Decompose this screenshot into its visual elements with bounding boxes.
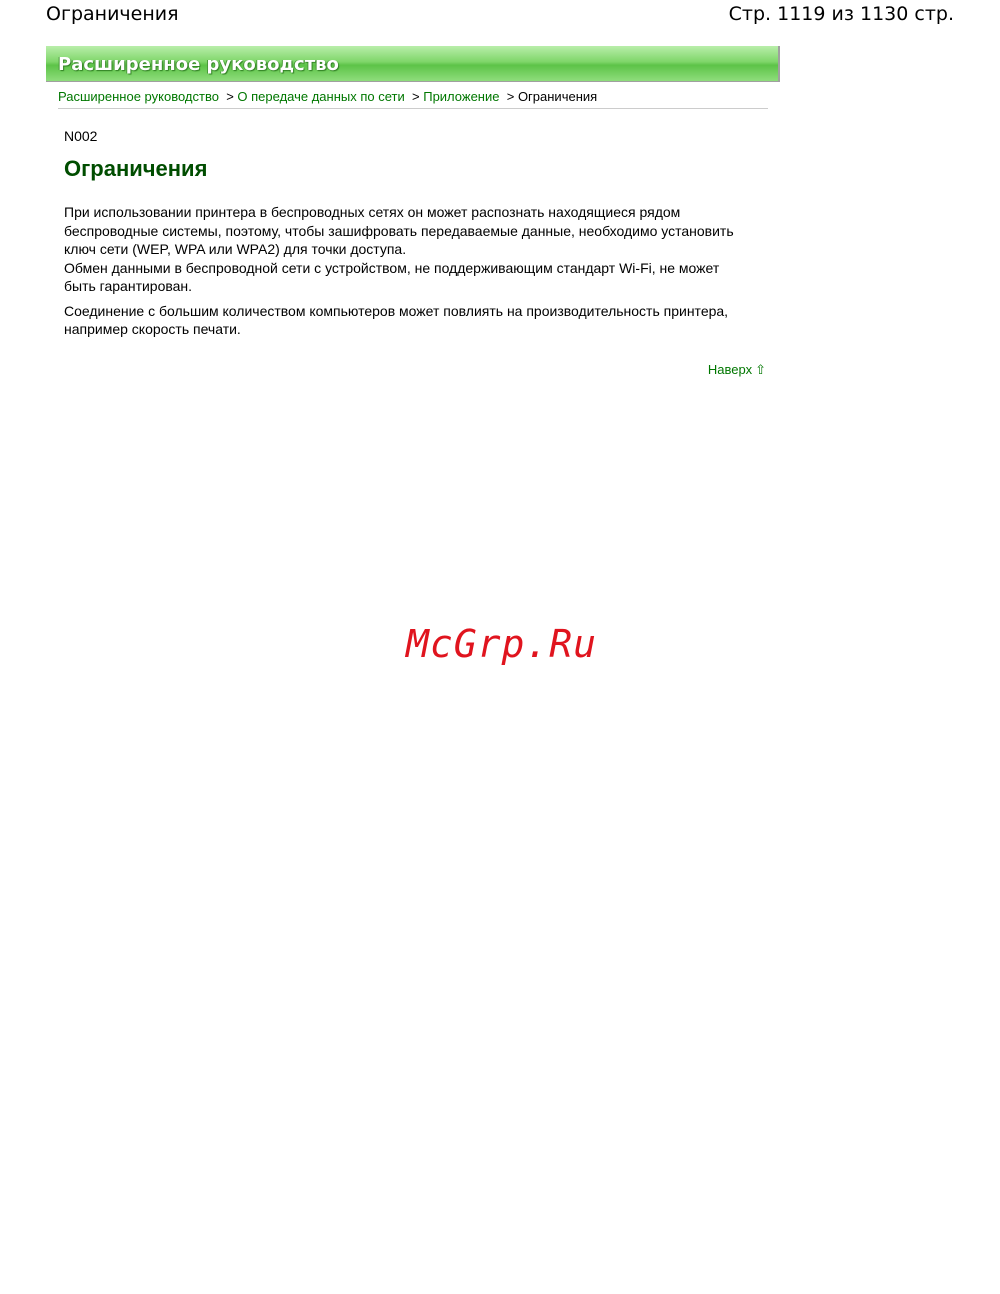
breadcrumb	[58, 88, 768, 109]
paragraph-encryption: При использовании принтера в беспроводных сетях он может распознать находящиеся рядом беспроводные системы, поэтому, чтобы зашифровать передаваемые данные, необходимо установить ключ сети (WEP, WPA или WPA2) для точки доступа. Обмен данными в беспроводной сети с устройством, не поддерживающим стандарт Wi-Fi, не может быть гарантирован.	[64, 204, 734, 294]
print-header	[46, 0, 954, 28]
print-header-page-info: Стр. 1119 из 1130 стр.	[728, 3, 954, 25]
document-id: N002	[64, 128, 98, 144]
breadcrumb-separator: >	[226, 89, 234, 104]
breadcrumb-current: Ограничения	[517, 89, 598, 104]
watermark: McGrp.Ru	[406, 622, 598, 666]
banner-title: Расширенное руководство	[58, 54, 339, 75]
to-top-link[interactable]	[708, 362, 766, 378]
breadcrumb-link-appendix[interactable]: Приложение	[423, 89, 500, 104]
breadcrumb-link-network[interactable]: О передаче данных по сети	[237, 89, 405, 104]
breadcrumb-link-guide[interactable]: Расширенное руководство	[58, 89, 219, 104]
page-title: Ограничения	[64, 156, 208, 181]
breadcrumb-separator: >	[506, 89, 515, 104]
print-header-title: Ограничения	[46, 3, 179, 25]
breadcrumb-separator: >	[412, 89, 420, 104]
guide-banner	[46, 46, 780, 82]
content	[64, 203, 744, 345]
paragraph-performance: Соединение с большим количеством компьютеров может повлиять на производительность принтера, например скорость печати.	[64, 302, 729, 337]
arrow-up-icon: ⇧	[755, 362, 766, 377]
to-top-label: Наверх	[707, 362, 753, 377]
